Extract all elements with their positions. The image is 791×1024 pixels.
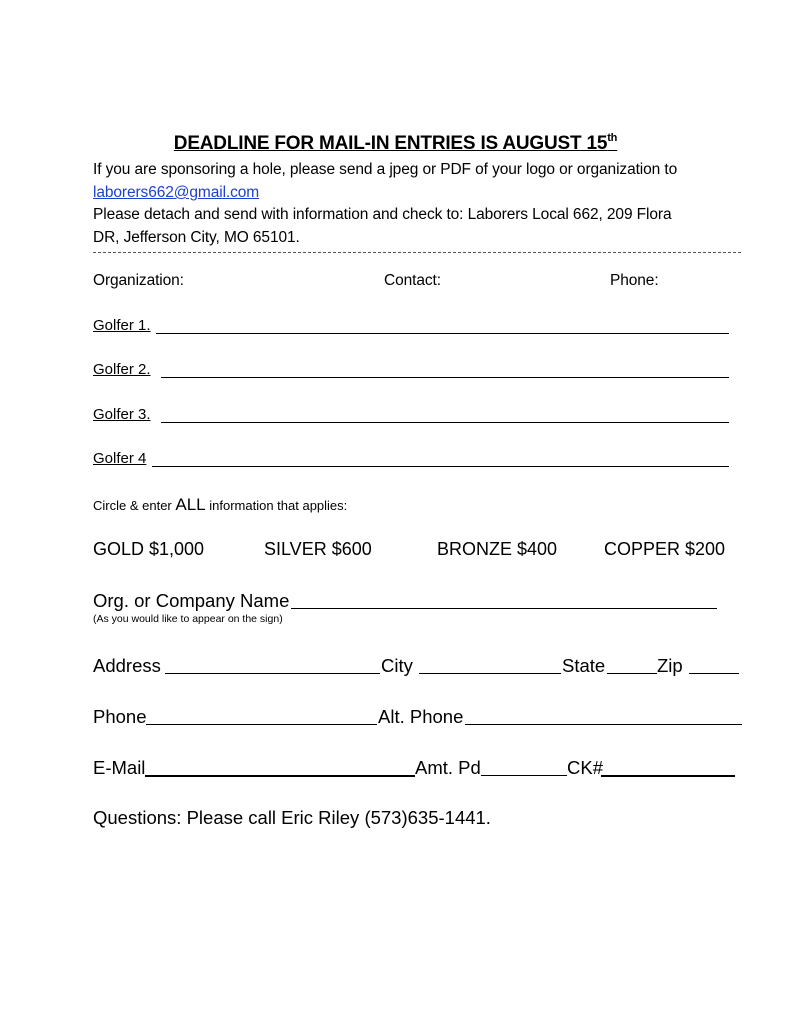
intro-line-2: Please detach and send with information and check to: Laborers Local 662, 209 Flora bbox=[93, 206, 672, 223]
golfer-2-row bbox=[93, 361, 151, 378]
ck-label: CK# bbox=[567, 757, 603, 778]
golfer-2-label: Golfer 2. bbox=[93, 361, 151, 378]
golfer-3-field[interactable] bbox=[161, 409, 729, 423]
detach-line bbox=[93, 252, 741, 253]
tier-silver[interactable]: SILVER $600 bbox=[264, 539, 372, 559]
city-field[interactable] bbox=[419, 658, 561, 674]
address-field[interactable] bbox=[165, 658, 380, 674]
questions-text: Questions: Please call Eric Riley (573)635-1441. bbox=[93, 807, 491, 828]
phone-field[interactable] bbox=[146, 709, 377, 725]
golfer-4-field[interactable] bbox=[152, 453, 729, 467]
deadline-title bbox=[0, 132, 791, 155]
golfer-1-row bbox=[93, 317, 151, 334]
alt-phone-field[interactable] bbox=[465, 709, 742, 725]
state-label: State bbox=[562, 655, 606, 676]
address-label: Address bbox=[93, 655, 161, 676]
zip-field[interactable] bbox=[689, 658, 739, 674]
instruction-emphasis: ALL bbox=[175, 495, 206, 514]
golfer-4-label: Golfer 4 bbox=[93, 450, 147, 467]
amt-pd-field[interactable] bbox=[481, 760, 567, 776]
phone-row-label: Phone bbox=[93, 706, 147, 727]
intro-line-3: DR, Jefferson City, MO 65101. bbox=[93, 229, 300, 246]
golfer-1-field[interactable] bbox=[156, 320, 729, 334]
ck-field[interactable] bbox=[601, 760, 735, 777]
instruction-suffix: information that applies: bbox=[209, 498, 348, 513]
email-link[interactable]: laborers662@gmail.com bbox=[93, 184, 260, 201]
tier-gold[interactable]: GOLD $1,000 bbox=[93, 539, 205, 559]
tier-copper[interactable]: COPPER $200 bbox=[604, 539, 726, 559]
org-name-note: (As you would like to appear on the sign) bbox=[93, 613, 283, 625]
instruction-text bbox=[93, 495, 347, 515]
golfer-4-row bbox=[93, 450, 146, 467]
organization-label: Organization: bbox=[93, 272, 184, 289]
state-field[interactable] bbox=[607, 658, 657, 674]
golfer-2-field[interactable] bbox=[161, 364, 729, 378]
golfer-1-label: Golfer 1. bbox=[93, 317, 151, 334]
intro-line-1: If you are sponsoring a hole, please send a jpeg or PDF of your logo or organization to bbox=[93, 161, 678, 178]
org-name-label: Org. or Company Name bbox=[93, 590, 290, 611]
tier-bronze[interactable]: BRONZE $400 bbox=[437, 539, 558, 559]
phone-label: Phone: bbox=[610, 272, 659, 289]
zip-label: Zip bbox=[657, 655, 683, 676]
contact-label: Contact: bbox=[384, 272, 441, 289]
instruction-prefix: Circle & enter bbox=[93, 498, 172, 513]
deadline-title-superscript: th bbox=[607, 132, 618, 144]
org-name-field[interactable] bbox=[291, 593, 717, 609]
alt-phone-label: Alt. Phone bbox=[378, 706, 464, 727]
deadline-title-text: DEADLINE FOR MAIL-IN ENTRIES IS AUGUST 15 bbox=[173, 133, 608, 154]
email-label: E-Mail bbox=[93, 757, 146, 778]
city-label: City bbox=[381, 655, 413, 676]
golfer-3-row bbox=[93, 406, 151, 423]
golfer-3-label: Golfer 3. bbox=[93, 406, 151, 423]
amt-pd-label: Amt. Pd bbox=[415, 757, 481, 778]
email-field[interactable] bbox=[145, 760, 415, 777]
